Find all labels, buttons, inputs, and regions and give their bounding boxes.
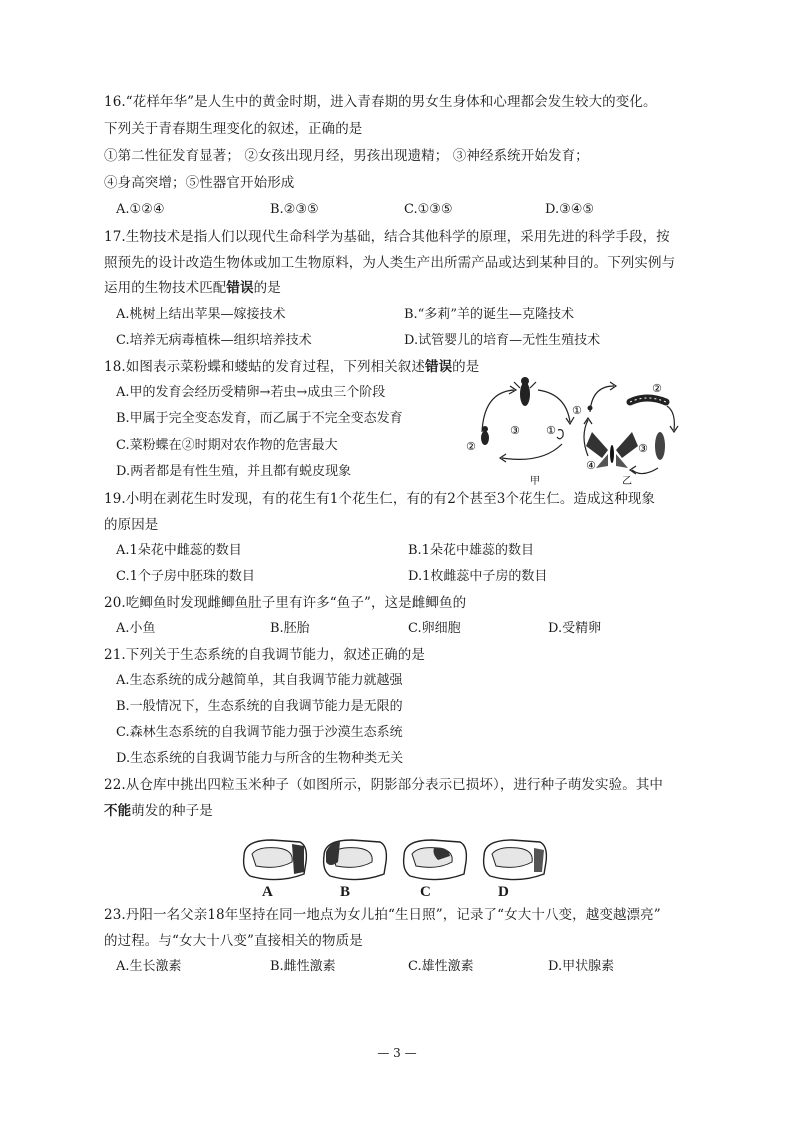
q21-stem-line1: 21.下列关于生态系统的自我调节能力，叙述正确的是	[104, 647, 425, 663]
q19-stem-line1: 19.小明在剥花生时发现，有的花生有1个花生仁，有的有2个甚至3个花生仁。造成这种现象	[104, 491, 656, 507]
caterpillar-larva	[630, 398, 666, 402]
q23-option-c: C.雄性激素	[408, 959, 474, 974]
q23-stem-line1: 23.丹阳一名父亲18年坚持在同一地点为女儿拍“生日照”，记录了“女大十八变，越变越漂亮”	[104, 907, 661, 923]
yi-label-2: ②	[652, 382, 662, 395]
q23-stem-line2: 的过程。与“女大十八变”直接相关的物质是	[104, 933, 363, 949]
q19-option-c: C.1个子房中胚珠的数目	[116, 569, 255, 584]
yi-arrow-4	[584, 420, 588, 456]
q19-option-b: B.1朵花中雄蕊的数目	[408, 543, 534, 558]
q16-option-c: C.①③⑤	[404, 202, 453, 217]
q17-stem-line1: 17.生物技术是指人们以现代生命科学为基础，结合其他科学的原理，采用先进的科学手段，按	[104, 229, 670, 245]
corn-seed-b	[324, 840, 387, 880]
q16-stem-line3: ①第二性征发育显著； ②女孩出现月经，男孩出现遗精； ③神经系统开始发育；	[104, 148, 589, 164]
yi-label-1: ①	[572, 404, 582, 417]
mole-cricket-nymph	[481, 426, 489, 445]
q19-option-a: A.1朵花中雌蕊的数目	[116, 543, 242, 558]
q22-stem-line1: 22.从仓库中挑出四粒玉米种子（如图所示，阴影部分表示已损坏），进行种子萌发实验。其中	[104, 777, 664, 793]
figure-label-jia: 甲	[530, 476, 540, 487]
butterfly-pupa	[655, 432, 665, 460]
corn-seed-a	[244, 840, 307, 880]
q17-stem-line3: 运用的生物技术匹配错误的是	[104, 280, 281, 296]
q23-option-a: A.生长激素	[116, 959, 182, 974]
q16-stem-line2: 下列关于青春期生理变化的叙述，正确的是	[104, 121, 363, 137]
q18-option-d: D.两者都是有性生殖，并且都有蜕皮现象	[116, 464, 352, 479]
yi-label-4: ④	[586, 459, 596, 472]
seed-label-a: A	[262, 884, 273, 900]
jia-arrow-2	[538, 390, 570, 422]
q18-stem-line1: 18.如图表示菜粉蝶和蝼蛄的发育过程，下列相关叙述错误的是	[104, 359, 480, 375]
q18-option-b: B.甲属于完全变态发育，而乙属于不完全变态发育	[116, 411, 403, 426]
corn-seeds-figure	[238, 832, 558, 890]
q21-option-a: A.生态系统的成分越简单，其自我调节能力就越强	[116, 673, 403, 688]
q18-option-c: C.菜粉蝶在②时期对农作物的危害最大	[116, 438, 338, 453]
q20-option-a: A.小鱼	[116, 621, 156, 636]
seed-label-d: D	[498, 884, 509, 900]
seed-label-c: C	[420, 884, 431, 900]
q18-option-a: A.甲的发育会经历受精卵→若虫→成虫三个阶段	[116, 385, 386, 400]
q19-option-d: D.1枚雌蕊中子房的数目	[408, 569, 548, 584]
butterfly-egg	[588, 406, 593, 411]
q23-option-d: D.甲状腺素	[548, 959, 615, 974]
q16-stem-line1: 16.“花样年华”是人生中的黄金时期，进入青春期的男女生身体和心理都会发生较大的变化。	[104, 94, 657, 110]
insect-lifecycle-figure	[462, 372, 694, 490]
mole-cricket-egg	[557, 430, 563, 439]
q21-option-d: D.生态系统的自我调节能力与所含的生物种类无关	[116, 751, 404, 766]
q21-option-c: C.森林生态系统的自我调节能力强于沙漠生态系统	[116, 725, 403, 740]
corn-seed-c	[404, 840, 467, 880]
figure-label-yi: 乙	[622, 476, 632, 487]
yi-arrow-3	[632, 468, 658, 474]
q17-option-a: A.桃树上结出苹果—嫁接技术	[116, 307, 286, 322]
corn-seed-d	[484, 840, 547, 880]
q20-stem-line1: 20.吃鲫鱼时发现雌鲫鱼肚子里有许多“鱼子”，这是雌鲫鱼的	[104, 595, 467, 611]
jia-arrow-3	[502, 444, 562, 459]
mole-cricket-adult	[514, 377, 536, 406]
q20-option-d: D.受精卵	[548, 621, 602, 636]
q17-option-d: D.试管婴儿的培育—无性生殖技术	[404, 333, 601, 348]
seed-label-b: B	[340, 884, 351, 900]
q19-stem-line2: 的原因是	[104, 517, 159, 533]
q16-option-a: A.①②④	[116, 202, 165, 217]
q20-option-c: C.卵细胞	[408, 621, 461, 636]
jia-label-3: ③	[510, 424, 520, 437]
jia-label-2: ②	[466, 440, 476, 453]
q17-option-b: B.“多莉”羊的诞生—克隆技术	[404, 307, 574, 322]
q22-emphasis-cannot: 不能	[104, 803, 132, 819]
q16-stem-line4: ④身高突增；⑤性器官开始形成	[104, 175, 295, 191]
q16-option-d: D.③④⑤	[545, 202, 595, 217]
page-number: — 3 —	[377, 1046, 417, 1060]
q17-stem-line2: 照预先的设计改造生物体或加工生物原料，为人类生产出所需产品或达到某种目的。下列实例与	[104, 255, 676, 271]
q17-emphasis-wrong: 错误	[226, 280, 254, 296]
q20-option-b: B.胚胎	[270, 621, 310, 636]
q16-option-b: B.②③⑤	[270, 202, 319, 217]
q23-option-b: B.雌性激素	[270, 959, 336, 974]
q17-option-c: C.培养无病毒植株—组织培养技术	[116, 333, 312, 348]
yi-label-3: ③	[638, 442, 648, 455]
q22-stem-line2: 不能萌发的种子是	[104, 803, 213, 819]
jia-label-1: ①	[546, 424, 556, 437]
q21-option-b: B.一般情况下，生态系统的自我调节能力是无限的	[116, 699, 403, 714]
q18-emphasis-wrong: 错误	[424, 359, 453, 375]
